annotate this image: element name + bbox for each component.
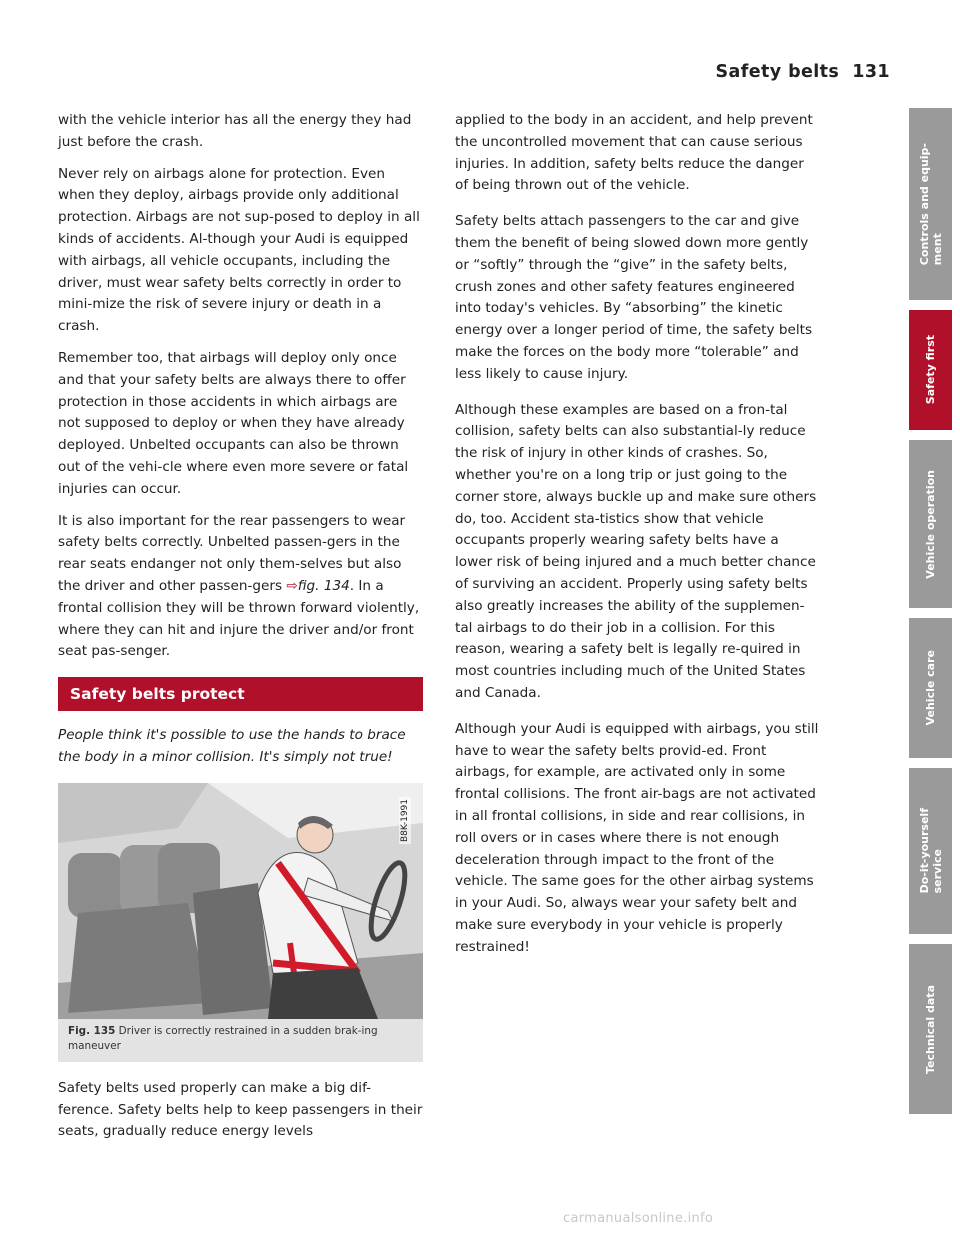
watermark: carmanualsonline.info (563, 1211, 714, 1226)
driver-illustration (58, 783, 423, 1019)
tab-controls-and-equipment[interactable] (909, 108, 952, 300)
tab-label: Technical data (924, 984, 937, 1074)
paragraph: Safety belts used properly can make a big dif-ference. Safety belts help to keep passengers in their seats, gradually reduce energy levels (58, 1079, 423, 1140)
section-heading: Safety belts protect (58, 677, 423, 711)
paragraph: Although these examples are based on a fron-tal collision, safety belts can also substantial-ly reduce the risk of injury in other kinds of crashes. So, whether you're on a long trip or just going to the corner store, always buckle up and make sure others do, too. Accident sta-tistics show that vehicle occupants properly wearing safety belts have a lower risk of being injured and a much better chance of surviving an accident. Properly using safety belts also greatly increases the ability of the supplemen-tal airbags to do their job in a collision. For this reason, wearing a safety belt is legally re-quired in most countries including much of the United States and Canada. (455, 401, 817, 701)
tab-label: Safety first (924, 335, 937, 405)
paragraph: with the vehicle interior has all the energy they had just before the crash. (58, 112, 412, 150)
tab-safety-first[interactable] (909, 310, 952, 430)
paragraph: applied to the body in an accident, and help prevent the uncontrolled movement that can cause serious injuries. In addition, safety belts reduce the danger of being thrown out of the vehicle. (455, 112, 813, 194)
tab-do-it-yourself-service[interactable] (909, 768, 952, 934)
tab-label: Vehicle operation (924, 469, 937, 579)
tab-vehicle-operation[interactable] (909, 440, 952, 608)
running-header (650, 62, 890, 82)
page-number: 131 (852, 62, 890, 82)
paragraph-rear-passengers: It is also important for the rear passengers to wear safety belts correctly. Unbelted passen-gers in the rear seats endanger not only them-selves but also the driver and other passen-gers ⇨fig. 134. In a frontal collision they will be thrown forward violently, where they can hit and injure the driver and/or front seat pas-senger. (58, 512, 420, 660)
tab-vehicle-care[interactable] (909, 618, 952, 758)
tab-label: Vehicle care (924, 650, 937, 726)
paragraph: Remember too, that airbags will deploy only once and that your safety belts are always there to offer protection in those accidents in which airbags are not supposed to deploy or when they have already deployed. Unbelted occupants can also be thrown out of the vehi-cle where even more severe or fatal injuries can occur. (58, 349, 409, 497)
tab-technical-data[interactable] (909, 944, 952, 1114)
figure-135 (58, 783, 423, 1062)
tab-label: Do-it-yourself service (917, 808, 944, 894)
figure-id: B8K-1991 (400, 798, 410, 842)
tab-label: Controls and equip- ment (917, 142, 944, 266)
paragraph: Safety belts attach passengers to the car and give them the benefit of being slowed down more gently or “softly” through the “give” in the safety belts, crush zones and other safety features engineered into today's vehicles. By “absorbing” the kinetic energy over a longer period of time, the safety belts make the forces on the body more “tolerable” and less likely to cause injury. (455, 213, 813, 382)
section-title: Safety belts (715, 62, 840, 82)
figure-image (58, 783, 423, 1019)
intro-text: People think it's possible to use the hands to brace the body in a minor collision. It's simply not true! (58, 727, 406, 765)
figure-label: Fig. 135 (68, 1024, 116, 1037)
figure-caption (58, 1019, 423, 1062)
right-column (455, 110, 820, 972)
cross-reference-arrow-icon: ⇨ (286, 577, 298, 594)
paragraph: Although your Audi is equipped with airbags, you still have to wear the safety belts provid-ed. Front airbags, for example, are activated only in some frontal collisions. The front air-bags are not activated in all frontal collisions, in side and rear collisions, in roll overs or in cases where there is not enough deceleration through impact to the front of the vehicle. The same goes for the other airbag systems in your Audi. So, always wear your safety belt and make sure everybody in your vehicle is properly restrained! (455, 720, 819, 955)
paragraph: Never rely on airbags alone for protection. Even when they deploy, airbags provide only additional protection. Airbags are not sup-posed to deploy in all kinds of accidents. Al-though your Audi is equipped with airbags, all vehicle occupants, including the driver, must wear safety belts correctly in order to mini-mize the risk of severe injury or death in a crash. (58, 165, 420, 335)
figure-caption-text: Driver is correctly restrained in a sudden brak-ing maneuver (68, 1024, 378, 1052)
left-column (58, 110, 423, 1157)
figure-reference-link[interactable]: fig. 134 (297, 577, 350, 594)
